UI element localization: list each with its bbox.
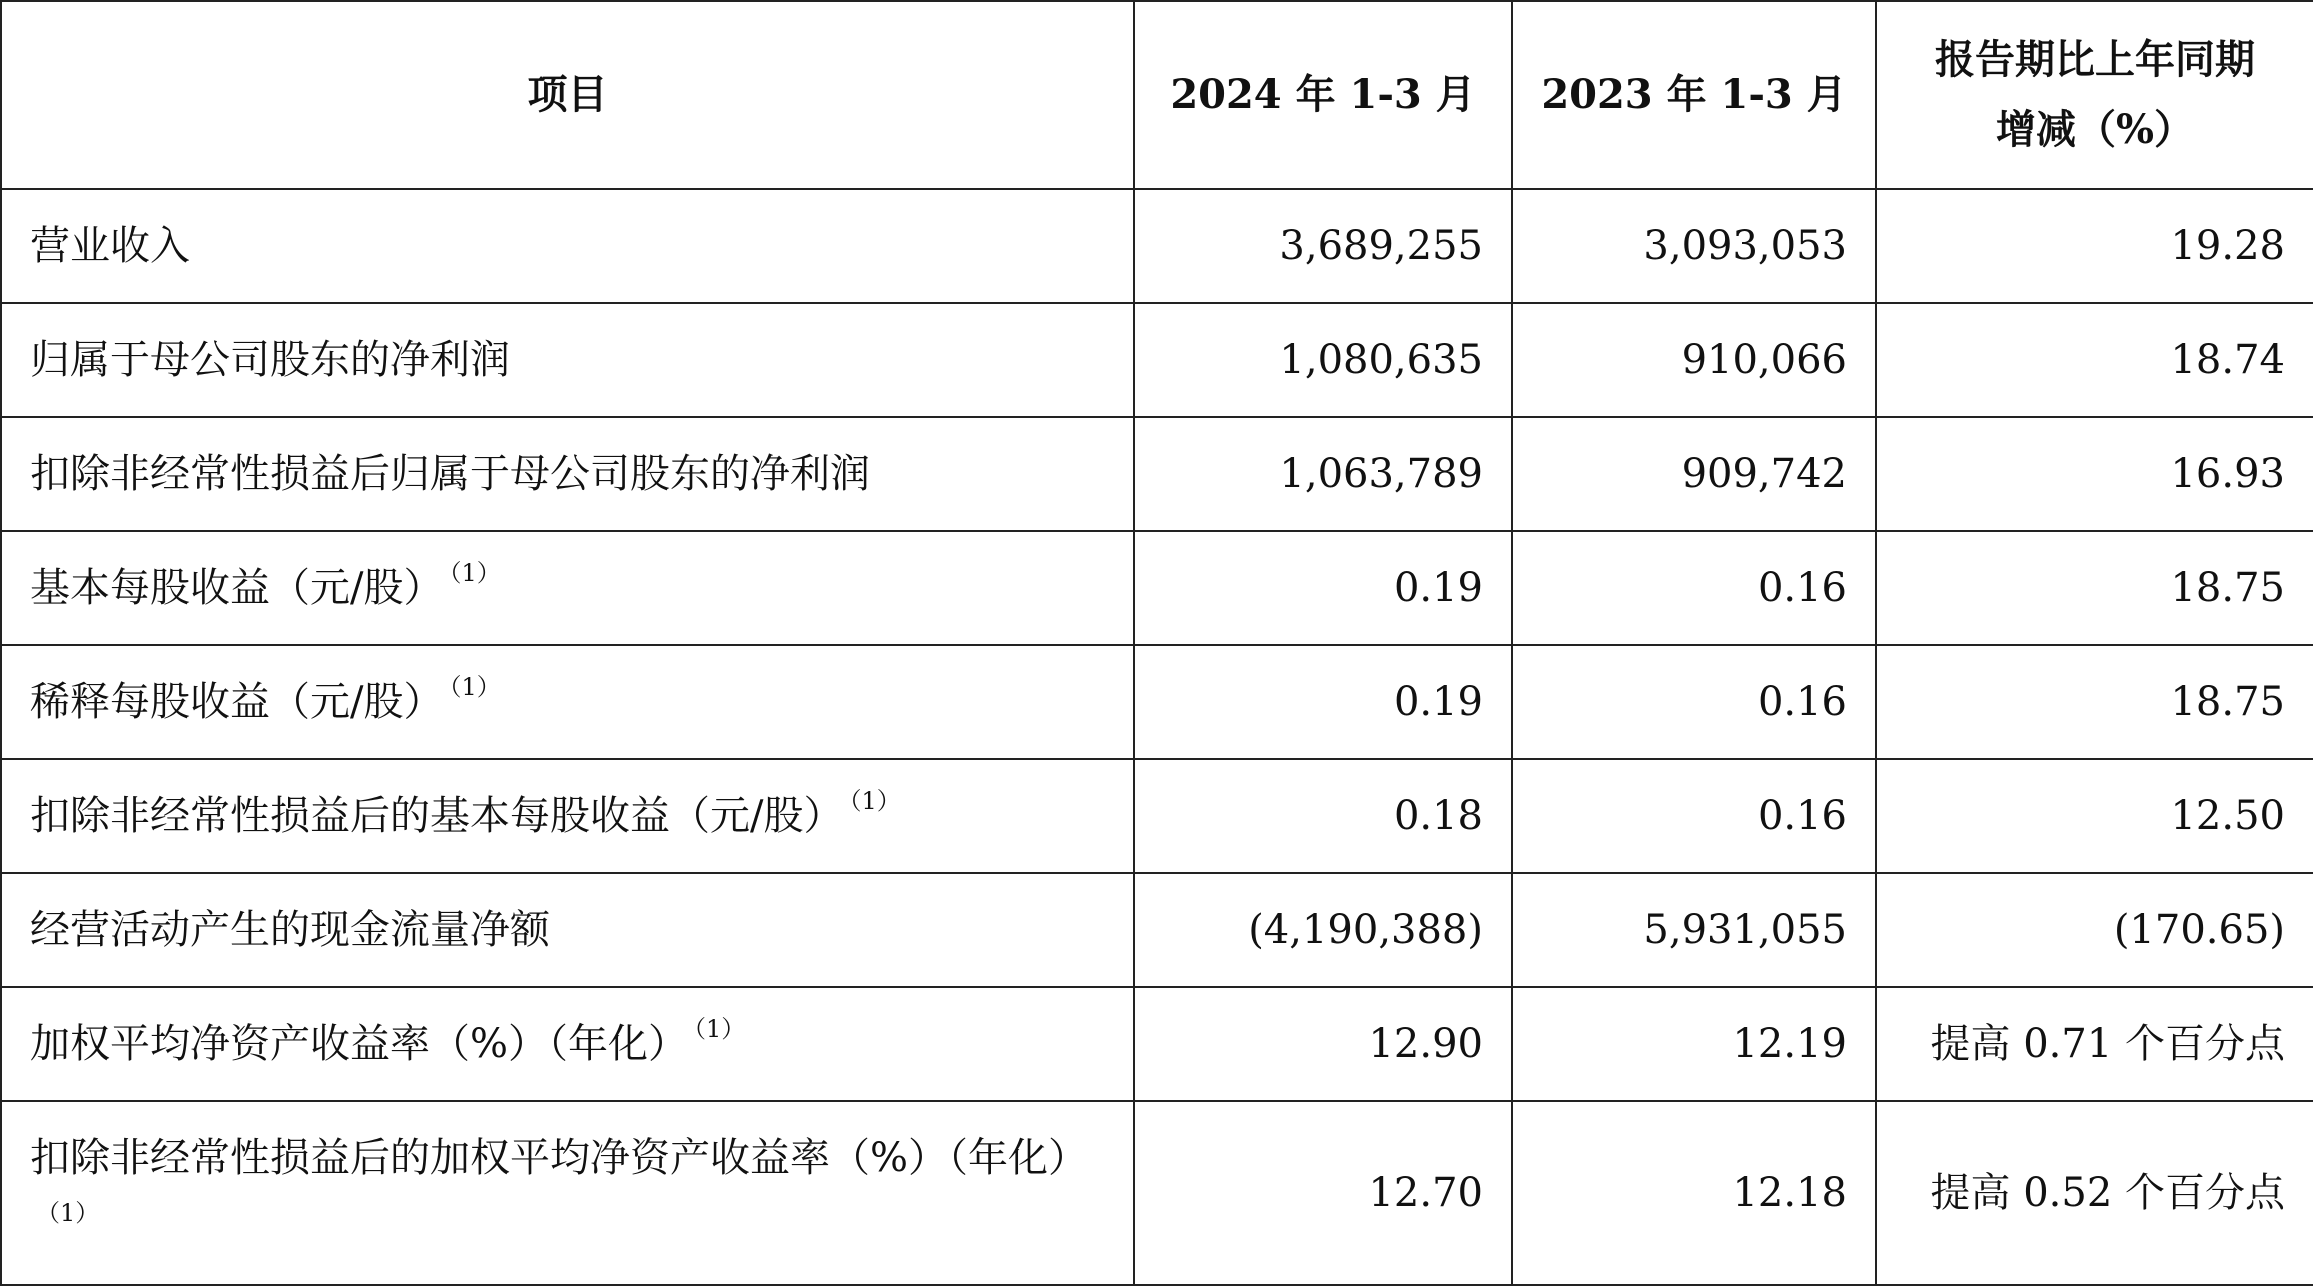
header-yoy-change-line1: 报告期比上年同期 <box>1935 36 2255 83</box>
cell-2023: 0.16 <box>1512 759 1876 873</box>
row-label-text: 营业收入 <box>30 223 190 269</box>
table-row-basic-eps <box>1 531 2313 645</box>
cell-change: 16.93 <box>1876 417 2313 531</box>
cell-2023: 0.16 <box>1512 645 1876 759</box>
table-row-adjusted-net-profit <box>1 417 2313 531</box>
row-label <box>1 987 1134 1101</box>
cell-change: 18.74 <box>1876 303 2313 417</box>
footnote-marker: （1） <box>36 1198 100 1227</box>
cell-2023: 909,742 <box>1512 417 1876 531</box>
header-2024-q1: 2024 年 1-3 月 <box>1134 1 1512 189</box>
cell-change: 提高 0.52 个百分点 <box>1876 1101 2313 1285</box>
cell-2024: 0.18 <box>1134 759 1512 873</box>
cell-2023: 12.18 <box>1512 1101 1876 1285</box>
cell-2023: 3,093,053 <box>1512 189 1876 303</box>
table-row-adjusted-basic-eps <box>1 759 2313 873</box>
header-yoy-change <box>1876 1 2313 189</box>
cell-2024: 1,063,789 <box>1134 417 1512 531</box>
header-2023-q1: 2023 年 1-3 月 <box>1512 1 1876 189</box>
table-row-operating-cash-flow <box>1 873 2313 987</box>
row-label-text: 扣除非经常性损益后的基本每股收益（元/股） <box>30 793 844 839</box>
row-label <box>1 417 1134 531</box>
header-item: 项目 <box>1 1 1134 189</box>
cell-2023: 0.16 <box>1512 531 1876 645</box>
cell-2024: (4,190,388) <box>1134 873 1512 987</box>
row-label-text: 经营活动产生的现金流量净额 <box>30 907 550 953</box>
row-label <box>1 531 1134 645</box>
row-label-text: 基本每股收益（元/股） <box>30 565 444 611</box>
cell-change: 19.28 <box>1876 189 2313 303</box>
cell-2024: 0.19 <box>1134 531 1512 645</box>
table-row-revenue <box>1 189 2313 303</box>
row-label <box>1 645 1134 759</box>
footnote-marker: （1） <box>694 1014 746 1043</box>
table-row-diluted-eps <box>1 645 2313 759</box>
row-label <box>1 1101 1134 1285</box>
cell-change: 提高 0.71 个百分点 <box>1876 987 2313 1101</box>
table-row-adjusted-weighted-roe <box>1 1101 2313 1285</box>
cell-2024: 12.70 <box>1134 1101 1512 1285</box>
table-row-weighted-roe <box>1 987 2313 1101</box>
row-label-text: 稀释每股收益（元/股） <box>30 679 444 725</box>
footnote-marker: （1） <box>449 672 501 701</box>
cell-change: 12.50 <box>1876 759 2313 873</box>
row-label <box>1 873 1134 987</box>
table-row-net-profit <box>1 303 2313 417</box>
cell-2023: 910,066 <box>1512 303 1876 417</box>
header-yoy-change-line2: 增减（%） <box>1995 106 2194 153</box>
table-header-row <box>1 1 2313 189</box>
row-label-text: 加权平均净资产收益率（%）（年化） <box>30 1021 689 1067</box>
row-label <box>1 189 1134 303</box>
cell-2023: 5,931,055 <box>1512 873 1876 987</box>
cell-change: (170.65) <box>1876 873 2313 987</box>
row-label-text: 归属于母公司股东的净利润 <box>30 337 510 383</box>
cell-2024: 12.90 <box>1134 987 1512 1101</box>
row-label-text: 扣除非经常性损益后归属于母公司股东的净利润 <box>30 451 870 497</box>
cell-2024: 1,080,635 <box>1134 303 1512 417</box>
cell-2023: 12.19 <box>1512 987 1876 1101</box>
footnote-marker: （1） <box>449 558 501 587</box>
cell-2024: 3,689,255 <box>1134 189 1512 303</box>
row-label <box>1 759 1134 873</box>
row-label <box>1 303 1134 417</box>
cell-change: 18.75 <box>1876 645 2313 759</box>
footnote-marker: （1） <box>849 786 901 815</box>
row-label-text: 扣除非经常性损益后的加权平均净资产收益率（%）（年化） <box>30 1135 1089 1181</box>
cell-2024: 0.19 <box>1134 645 1512 759</box>
cell-change: 18.75 <box>1876 531 2313 645</box>
